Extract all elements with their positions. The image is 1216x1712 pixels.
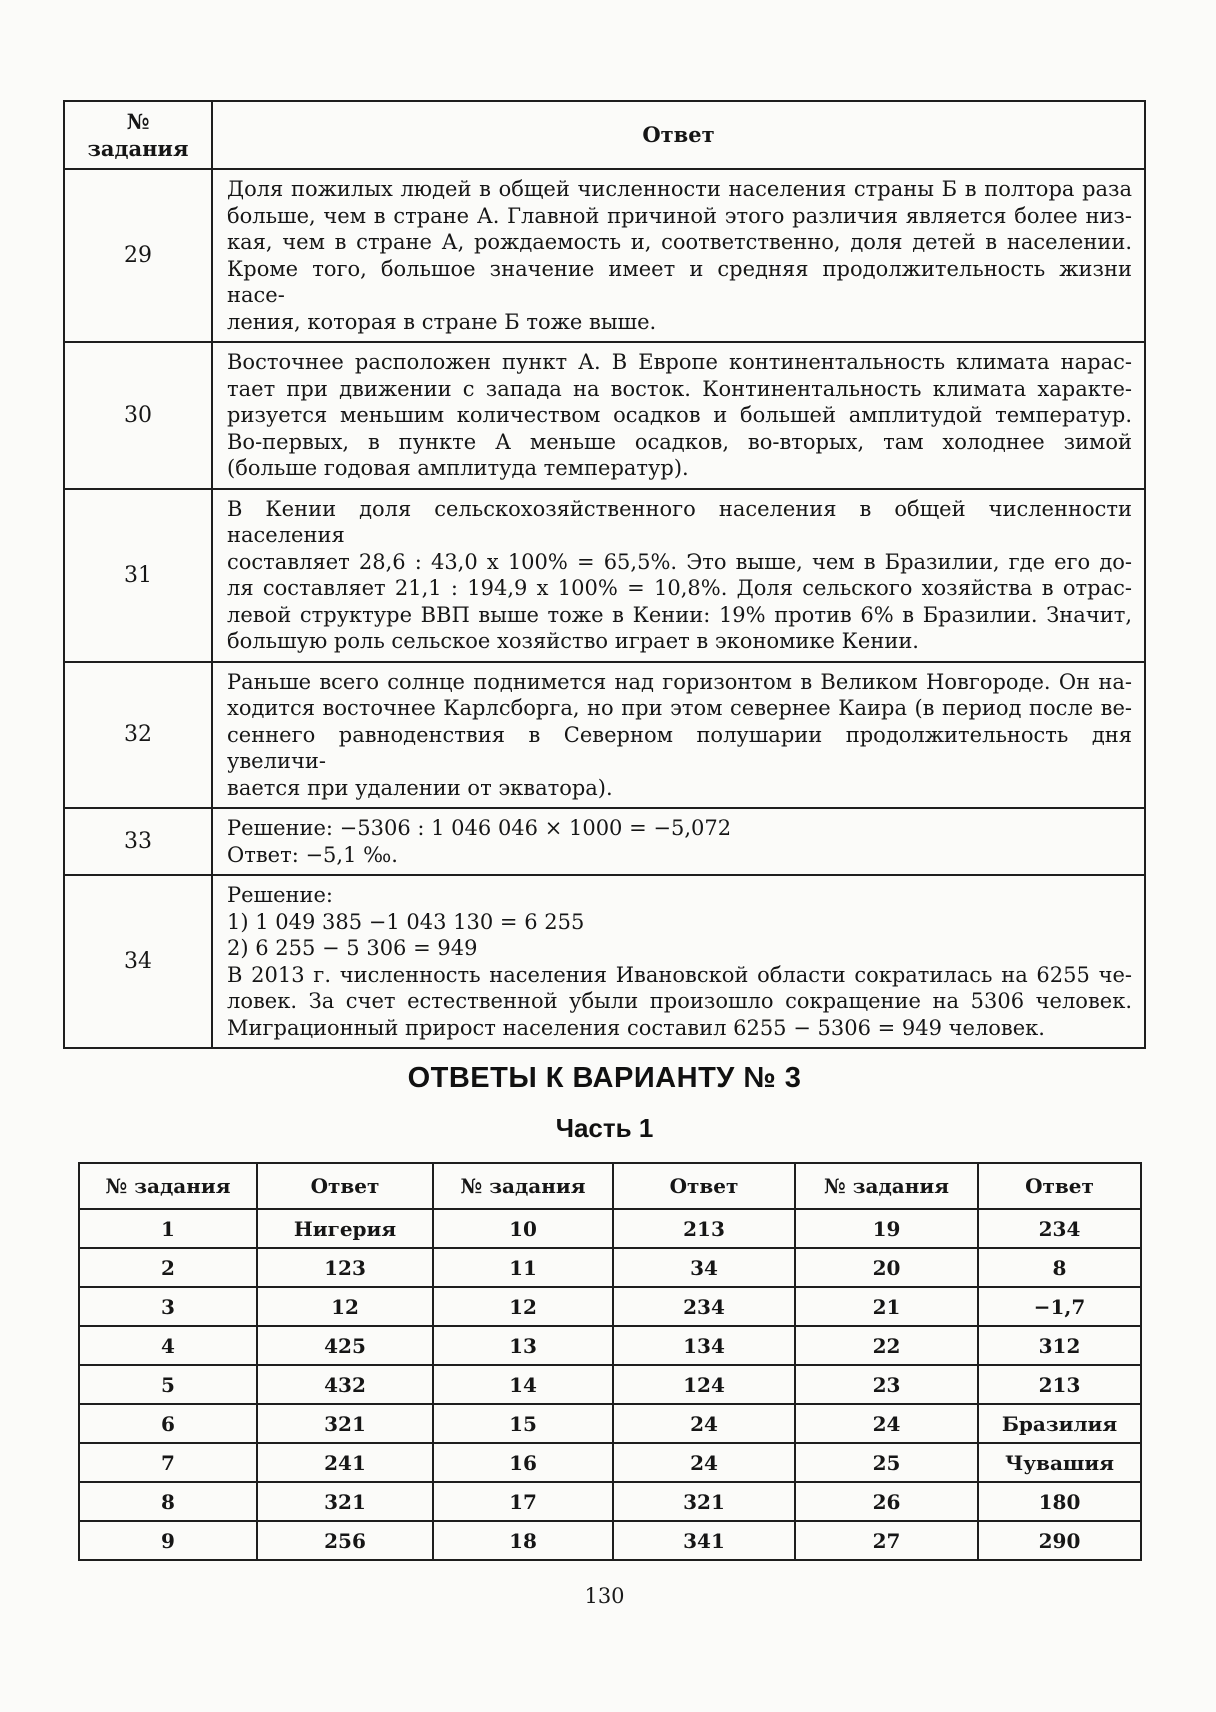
answer-value: 213 <box>613 1209 795 1248</box>
table-row <box>79 1521 1141 1560</box>
answer-value: 134 <box>613 1326 795 1365</box>
task-number: 24 <box>795 1404 978 1443</box>
table-row <box>79 1443 1141 1482</box>
answer-line: больше, чем в стране А. Главной причиной этого различия является более низ- <box>227 203 1132 228</box>
answer-line: ля составляет 21,1 : 194,9 х 100% = 10,8%. Доля сельского хозяйства в отрас- <box>227 576 1132 600</box>
answer-value: Бразилия <box>978 1404 1141 1443</box>
task-number: 8 <box>79 1482 257 1521</box>
header-task-number <box>64 101 212 169</box>
task-number: 12 <box>433 1287 613 1326</box>
task-number: 33 <box>64 808 212 875</box>
task-number: 16 <box>433 1443 613 1482</box>
answer-line: Решение: <box>227 883 334 907</box>
answer-cell <box>212 808 1145 875</box>
table-row <box>64 875 1145 1048</box>
task-number: 26 <box>795 1482 978 1521</box>
task-number: 32 <box>64 662 212 809</box>
answer-value: 234 <box>613 1287 795 1326</box>
table-row <box>64 489 1145 662</box>
answer-value: 321 <box>257 1404 433 1443</box>
header-answer: Ответ <box>257 1163 433 1209</box>
task-number: 5 <box>79 1365 257 1404</box>
task-number: 31 <box>64 489 212 662</box>
task-number: 15 <box>433 1404 613 1443</box>
detailed-answers-table <box>63 100 1146 1049</box>
page-number: 130 <box>584 1584 625 1608</box>
answer-cell <box>212 489 1145 662</box>
answer-line: ходится восточнее Карлсборга, но при этом севернее Каира (в период после ве- <box>227 696 1132 720</box>
task-number: 29 <box>64 169 212 342</box>
table-header-row <box>79 1163 1141 1209</box>
answer-value: 8 <box>978 1248 1141 1287</box>
header-task-number-line2: задания <box>87 136 189 161</box>
table-row <box>64 808 1145 875</box>
answer-value: 321 <box>257 1482 433 1521</box>
task-number: 23 <box>795 1365 978 1404</box>
answer-value: 34 <box>613 1248 795 1287</box>
section-subtitle: Часть 1 <box>555 1113 654 1143</box>
answer-value: 234 <box>978 1209 1141 1248</box>
answer-line: Доля пожилых людей в общей численности населения страны Б в полтора раза <box>227 177 1132 201</box>
task-number: 14 <box>433 1365 613 1404</box>
answer-line: сеннего равноденствия в Северном полушарии продолжительность дня увеличи- <box>227 722 1132 773</box>
answer-line: Решение: −5306 : 1 046 046 × 1000 = −5,072 <box>227 816 732 840</box>
answer-line: 2) 6 255 − 5 306 = 949 <box>227 936 478 960</box>
answer-line: большую роль сельское хозяйство играет в экономике Кении. <box>227 629 919 653</box>
table-header-row <box>64 101 1145 169</box>
task-number: 11 <box>433 1248 613 1287</box>
task-number: 21 <box>795 1287 978 1326</box>
answer-line: 1) 1 049 385 −1 043 130 = 6 255 <box>227 909 585 934</box>
answer-value: −1,7 <box>978 1287 1141 1326</box>
task-number: 25 <box>795 1443 978 1482</box>
answer-value: 24 <box>613 1443 795 1482</box>
answer-line: В Кении доля сельскохозяйственного населения в общей численности населения <box>227 496 1132 547</box>
task-number: 4 <box>79 1326 257 1365</box>
task-number: 9 <box>79 1521 257 1560</box>
answer-line: тает при движении с запада на восток. Континентальность климата характе- <box>227 376 1132 401</box>
task-number: 19 <box>795 1209 978 1248</box>
task-number: 34 <box>64 875 212 1048</box>
header-task-number-line1: № <box>126 108 150 134</box>
task-number: 2 <box>79 1248 257 1287</box>
answer-value: 124 <box>613 1365 795 1404</box>
table-row <box>79 1287 1141 1326</box>
answer-line: ловек. За счет естественной убыли произошло сокращение на 5306 человек. <box>227 989 1132 1013</box>
part1-answers-table <box>78 1162 1142 1561</box>
table-row <box>79 1404 1141 1443</box>
answer-line: Миграционный прирост населения составил 6255 − 5306 = 949 человек. <box>227 1015 1045 1040</box>
table-row <box>64 169 1145 342</box>
header-answer: Ответ <box>212 101 1145 169</box>
header-answer: Ответ <box>978 1163 1141 1209</box>
answer-value: 213 <box>978 1365 1141 1404</box>
answer-cell <box>212 169 1145 342</box>
answer-value: 241 <box>257 1443 433 1482</box>
task-number: 7 <box>79 1443 257 1482</box>
answer-line: Восточнее расположен пункт А. В Европе континентальность климата нарас- <box>227 350 1132 374</box>
answer-value: Чувашия <box>978 1443 1141 1482</box>
answer-line: Раньше всего солнце поднимется над горизонтом в Великом Новгороде. Он на- <box>227 669 1132 694</box>
header-task-number: № задания <box>433 1163 613 1209</box>
task-number: 27 <box>795 1521 978 1560</box>
answer-line: Кроме того, большое значение имеет и средняя продолжительность жизни насе- <box>227 256 1132 307</box>
answer-value: 425 <box>257 1326 433 1365</box>
answer-value: 432 <box>257 1365 433 1404</box>
task-number: 3 <box>79 1287 257 1326</box>
table-row <box>79 1209 1141 1248</box>
answer-cell <box>212 662 1145 809</box>
answer-value: 341 <box>613 1521 795 1560</box>
task-number: 1 <box>79 1209 257 1248</box>
answer-value: 290 <box>978 1521 1141 1560</box>
section-title: ОТВЕТЫ К ВАРИАНТУ № 3 <box>407 1062 802 1094</box>
answer-line: ризуется меньшим количеством осадков и большей амплитудой температур. <box>227 403 1132 427</box>
task-number: 18 <box>433 1521 613 1560</box>
task-number: 6 <box>79 1404 257 1443</box>
table-row <box>79 1326 1141 1365</box>
answer-value: 12 <box>257 1287 433 1326</box>
answer-line: ления, которая в стране Б тоже выше. <box>227 309 657 334</box>
answer-value: 123 <box>257 1248 433 1287</box>
answer-line: составляет 28,6 : 43,0 х 100% = 65,5%. Это выше, чем в Бразилии, где его до- <box>227 549 1132 574</box>
answer-value: 321 <box>613 1482 795 1521</box>
answer-value: 312 <box>978 1326 1141 1365</box>
header-task-number: № задания <box>79 1163 257 1209</box>
answer-line: вается при удалении от экватора). <box>227 775 613 800</box>
header-task-number: № задания <box>795 1163 978 1209</box>
answer-line: левой структуре ВВП выше тоже в Кении: 19% против 6% в Бразилии. Значит, <box>227 602 1132 627</box>
header-answer: Ответ <box>613 1163 795 1209</box>
answer-cell <box>212 875 1145 1048</box>
answer-cell <box>212 342 1145 489</box>
table-row <box>79 1248 1141 1287</box>
answer-line: В 2013 г. численность населения Ивановской области сократилась на 6255 че- <box>227 962 1132 987</box>
task-number: 17 <box>433 1482 613 1521</box>
task-number: 30 <box>64 342 212 489</box>
answer-line: (больше годовая амплитуда температур). <box>227 456 689 480</box>
table-row <box>79 1365 1141 1404</box>
answer-line: Во-первых, в пункте А меньше осадков, во-вторых, там холоднее зимой <box>227 429 1132 454</box>
answer-value: Нигерия <box>257 1209 433 1248</box>
table-row <box>64 662 1145 809</box>
answer-line: Ответ: −5,1 ‰. <box>227 842 398 867</box>
table-row <box>64 342 1145 489</box>
task-number: 20 <box>795 1248 978 1287</box>
answer-line: кая, чем в стране А, рождаемость и, соответственно, доля детей в населении. <box>227 230 1132 254</box>
table-row <box>79 1482 1141 1521</box>
task-number: 13 <box>433 1326 613 1365</box>
task-number: 22 <box>795 1326 978 1365</box>
answer-value: 256 <box>257 1521 433 1560</box>
answer-value: 180 <box>978 1482 1141 1521</box>
answer-value: 24 <box>613 1404 795 1443</box>
task-number: 10 <box>433 1209 613 1248</box>
